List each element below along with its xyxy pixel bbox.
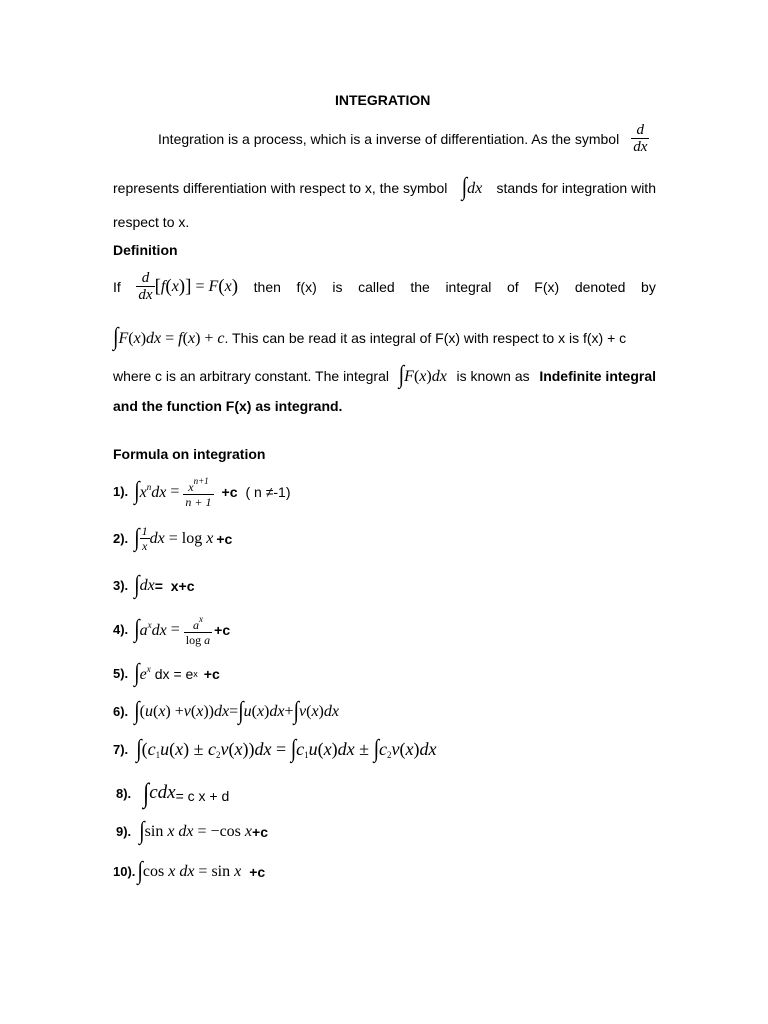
formula-label: 5). <box>113 666 129 681</box>
formula-label: 10). <box>113 864 136 879</box>
definition-line-1 <box>113 270 656 303</box>
word: F(x) <box>534 278 560 295</box>
formula-5-exponent: x <box>193 668 198 679</box>
definition-heading: Definition <box>113 242 178 258</box>
formula-7: 7). $\int(c_1u(x) \pm c_2v(x))dx = \int c_1u(x)dx \pm \int c_2v(x)dx$ <box>113 735 437 763</box>
definition-line-3 <box>113 361 656 389</box>
formulas-heading: Formula on integration <box>113 446 266 462</box>
formula-label: 4). <box>113 622 129 637</box>
formula-6: 6). ∫ ( u ( x ) + v ( x )) dx = ∫ u ( x ) dx + ∫ v ( x ) dx <box>113 697 339 725</box>
formula-2: 2). ∫ $\frac{1}{x}$ dx = log x +c <box>113 524 233 553</box>
formula-label: 7). <box>113 742 129 757</box>
plus-c: +c <box>249 863 266 880</box>
word: of <box>506 278 519 295</box>
formula-9: 9). ∫ sin x dx = −cos x +c <box>116 817 268 845</box>
definition-line-4: and the function F(x) as integrand. <box>113 398 343 414</box>
intro-text-2a: represents differentiation with respect to x, the symbol <box>113 179 448 196</box>
intro-line-3: respect to x. <box>113 214 190 230</box>
definition-text-2: . This can be read it as integral of F(x) with respect to x is f(x) + c <box>224 329 627 346</box>
if-word: If <box>113 278 121 295</box>
indefinite-integral-term: Indefinite integral <box>539 367 656 384</box>
integral-formula: ∫F(x)dx = f(x) + c <box>113 323 225 351</box>
formula-8-tail: = c x + d <box>175 788 230 804</box>
formula-3-tail: x+c <box>170 577 195 594</box>
formula-label: 2). <box>113 531 129 546</box>
formula-label: 1). <box>113 484 129 499</box>
plus-c: +c <box>203 665 220 682</box>
plus-c: +c <box>216 530 233 547</box>
formula-1: 1). ∫ $x^ndx$ = $\frac{x^{n+1}}{n + 1}$ +c ( n ≠-1) <box>113 476 291 509</box>
definition-text-3b: is known as <box>456 367 530 384</box>
word: then <box>253 278 281 295</box>
intro-text-1: Integration is a process, which is a inverse of differentiation. As the symbol <box>158 130 620 147</box>
formula-label: 9). <box>116 824 132 839</box>
formula-5: 5). ∫ $e^x$ dx = e x +c <box>113 659 220 687</box>
page-title: INTEGRATION <box>335 92 431 108</box>
integrand-formula: ∫F(x)dx <box>398 361 447 389</box>
formula-1-note: ( n ≠-1) <box>245 483 291 500</box>
definition-line-2 <box>113 323 627 351</box>
formula-10: 10). ∫ cos x dx = sin x +c <box>113 857 266 885</box>
word: integral <box>445 278 492 295</box>
word: f(x) <box>296 278 317 295</box>
intro-line-1 <box>158 122 649 155</box>
plus-c: +c <box>214 621 231 638</box>
formula-label: 3). <box>113 578 129 593</box>
intro-text-2b: stands for integration with <box>496 179 656 196</box>
formula-3: 3). ∫ dx = x+c <box>113 571 195 599</box>
d-dx-symbol: $\frac{d}{dx}$ <box>633 122 648 155</box>
definition-text-3a: where c is an arbitrary constant. The integral <box>113 367 389 384</box>
integral-dx-symbol: ∫dx <box>461 173 483 201</box>
definition-formula: $\frac{d}{dx}$ [ f ( x )] = F ( x ) <box>138 270 239 303</box>
plus-c: +c <box>252 823 268 840</box>
intro-line-2 <box>113 173 656 201</box>
formula-label: 8). <box>116 785 132 801</box>
word: the <box>410 278 430 295</box>
word: by <box>641 278 656 295</box>
formula-5-tail: dx = e <box>154 665 194 682</box>
word: denoted <box>574 278 626 295</box>
plus-c: +c <box>221 483 238 500</box>
formula-8: 8). ∫ cdx = c x + d <box>116 776 230 808</box>
word: called <box>358 278 395 295</box>
formula-label: 6). <box>113 704 129 719</box>
word: is <box>332 278 343 295</box>
formula-4: 4). ∫ $a^xdx$ = $\frac{a^x}{\text{log a}}$ +c <box>113 614 231 647</box>
